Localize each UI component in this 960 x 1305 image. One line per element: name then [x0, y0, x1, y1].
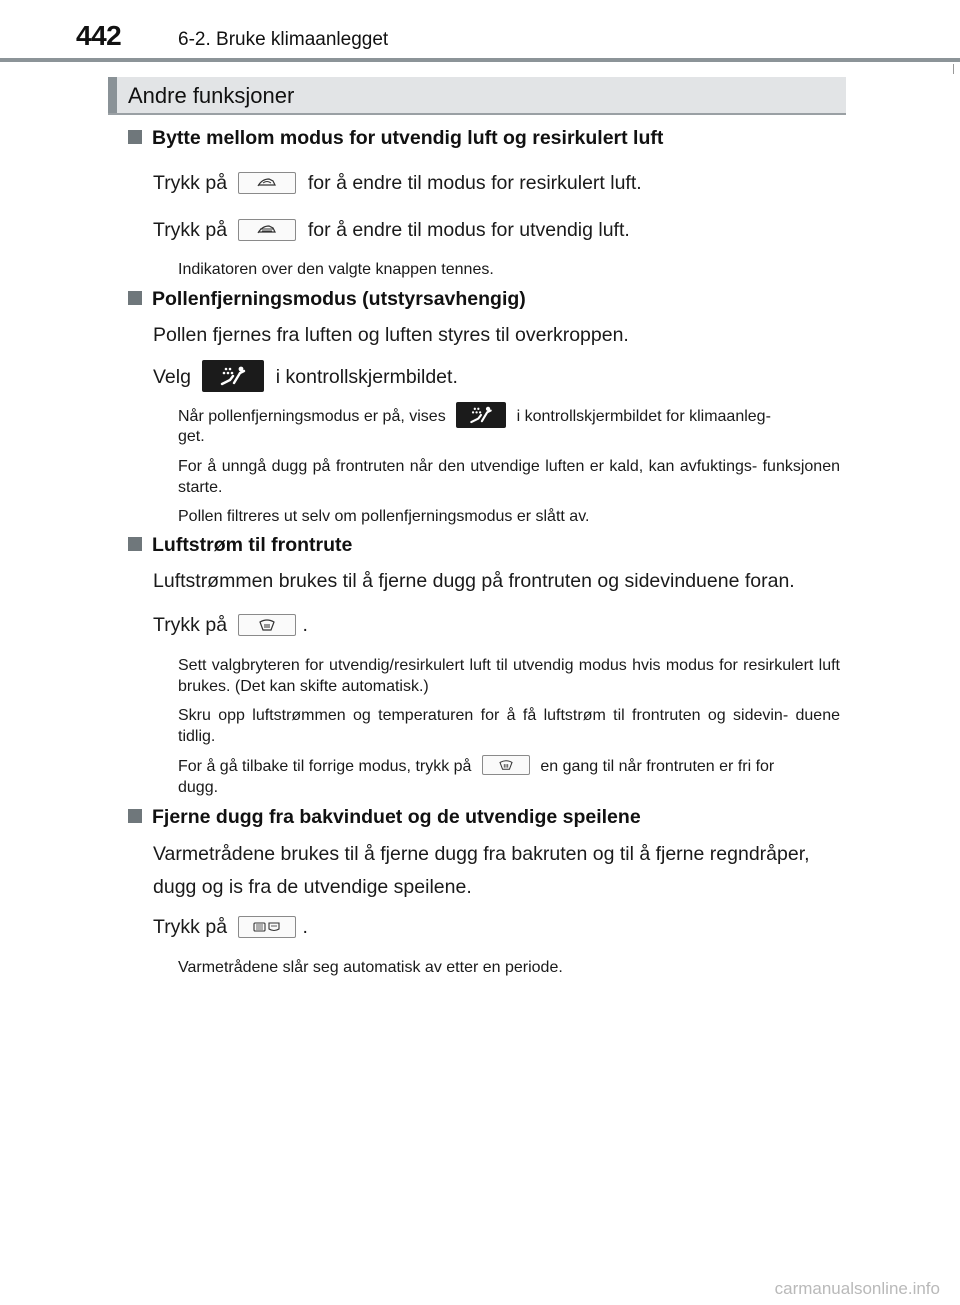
pollen-removal-icon[interactable]	[202, 360, 264, 392]
recirculated-air-icon[interactable]	[238, 172, 296, 194]
pollen-heading: Pollenfjerningsmodus (utstyrsavhengig)	[128, 288, 526, 311]
bullet-square-icon	[128, 291, 142, 305]
rear-window-mirror-defogger-icon[interactable]	[238, 916, 296, 938]
bullet-square-icon	[128, 130, 142, 144]
windshield-text: Luftstrømmen brukes til å fjerne dugg på frontruten og sidevinduene foran.	[153, 570, 795, 592]
header-rule	[0, 58, 960, 62]
pollen-note2: For å unngå dugg på frontruten når den utvendige luften er kald, kan avfuktings- funksjonen starte.	[178, 458, 840, 496]
windshield-note2: Skru opp luftstrømmen og temperaturen for å få luftstrøm til frontruten og sidevin- duene tidlig.	[178, 707, 840, 745]
pollen-select: Velg i kontrollskjermbildet.	[153, 360, 458, 392]
section-title: Andre funksjoner	[128, 83, 295, 108]
recirc-heading: Bytte mellom modus for utvendig luft og resirkulert luft	[128, 127, 663, 150]
page-header	[0, 0, 960, 64]
windshield-note3-cont: dugg.	[178, 779, 219, 796]
windshield-heading: Luftstrøm til frontrute	[128, 534, 352, 557]
pollen-note1-cont: get.	[178, 428, 205, 445]
header-tick	[953, 64, 954, 74]
pollen-note1: Når pollenfjerningsmodus er på, vises i kontrollskjermbildet for klimaanleg-	[178, 402, 840, 428]
rear-heading: Fjerne dugg fra bakvinduet og de utvendige speilene	[128, 806, 641, 829]
pollen-text: Pollen fjernes fra luften og luften styres til overkroppen.	[153, 324, 629, 346]
watermark: carmanualsonline.info	[774, 1279, 940, 1298]
windshield-defroster-icon[interactable]	[238, 614, 296, 636]
recirc-note: Indikatoren over den valgte knappen tennes.	[178, 261, 494, 278]
pollen-note3: Pollen filtreres ut selv om pollenfjerningsmodus er slått av.	[178, 508, 590, 525]
section-bar	[108, 77, 846, 115]
windshield-note3: For å gå tilbake til forrige modus, trykk på en gang til når frontruten er fri for	[178, 755, 840, 777]
recirc-line2: Trykk på for å endre til modus for utvendig luft.	[153, 219, 630, 241]
pollen-removal-icon	[456, 402, 506, 428]
chapter-title: 6-2. Bruke klimaanlegget	[178, 29, 389, 50]
rear-note: Varmetrådene slår seg automatisk av etter en periode.	[178, 959, 563, 976]
windshield-defroster-icon	[482, 755, 530, 775]
section-accent	[108, 77, 117, 113]
bullet-square-icon	[128, 809, 142, 823]
outside-air-icon[interactable]	[238, 219, 296, 241]
recirc-line1: Trykk på for å endre til modus for resirkulert luft.	[153, 172, 642, 194]
rear-text: Varmetrådene brukes til å fjerne dugg fra bakruten og til å fjerne regndråper, dugg og is fra de utvendige speilene.	[153, 843, 810, 898]
windshield-note1: Sett valgbryteren for utvendig/resirkulert luft til utvendig modus hvis modus for resirkulert luft brukes. (Det kan skifte automatisk.)	[178, 657, 840, 695]
bullet-square-icon	[128, 537, 142, 551]
windshield-press: Trykk på .	[153, 614, 308, 636]
page-number: 442	[76, 20, 122, 51]
rear-press: Trykk på .	[153, 916, 308, 938]
